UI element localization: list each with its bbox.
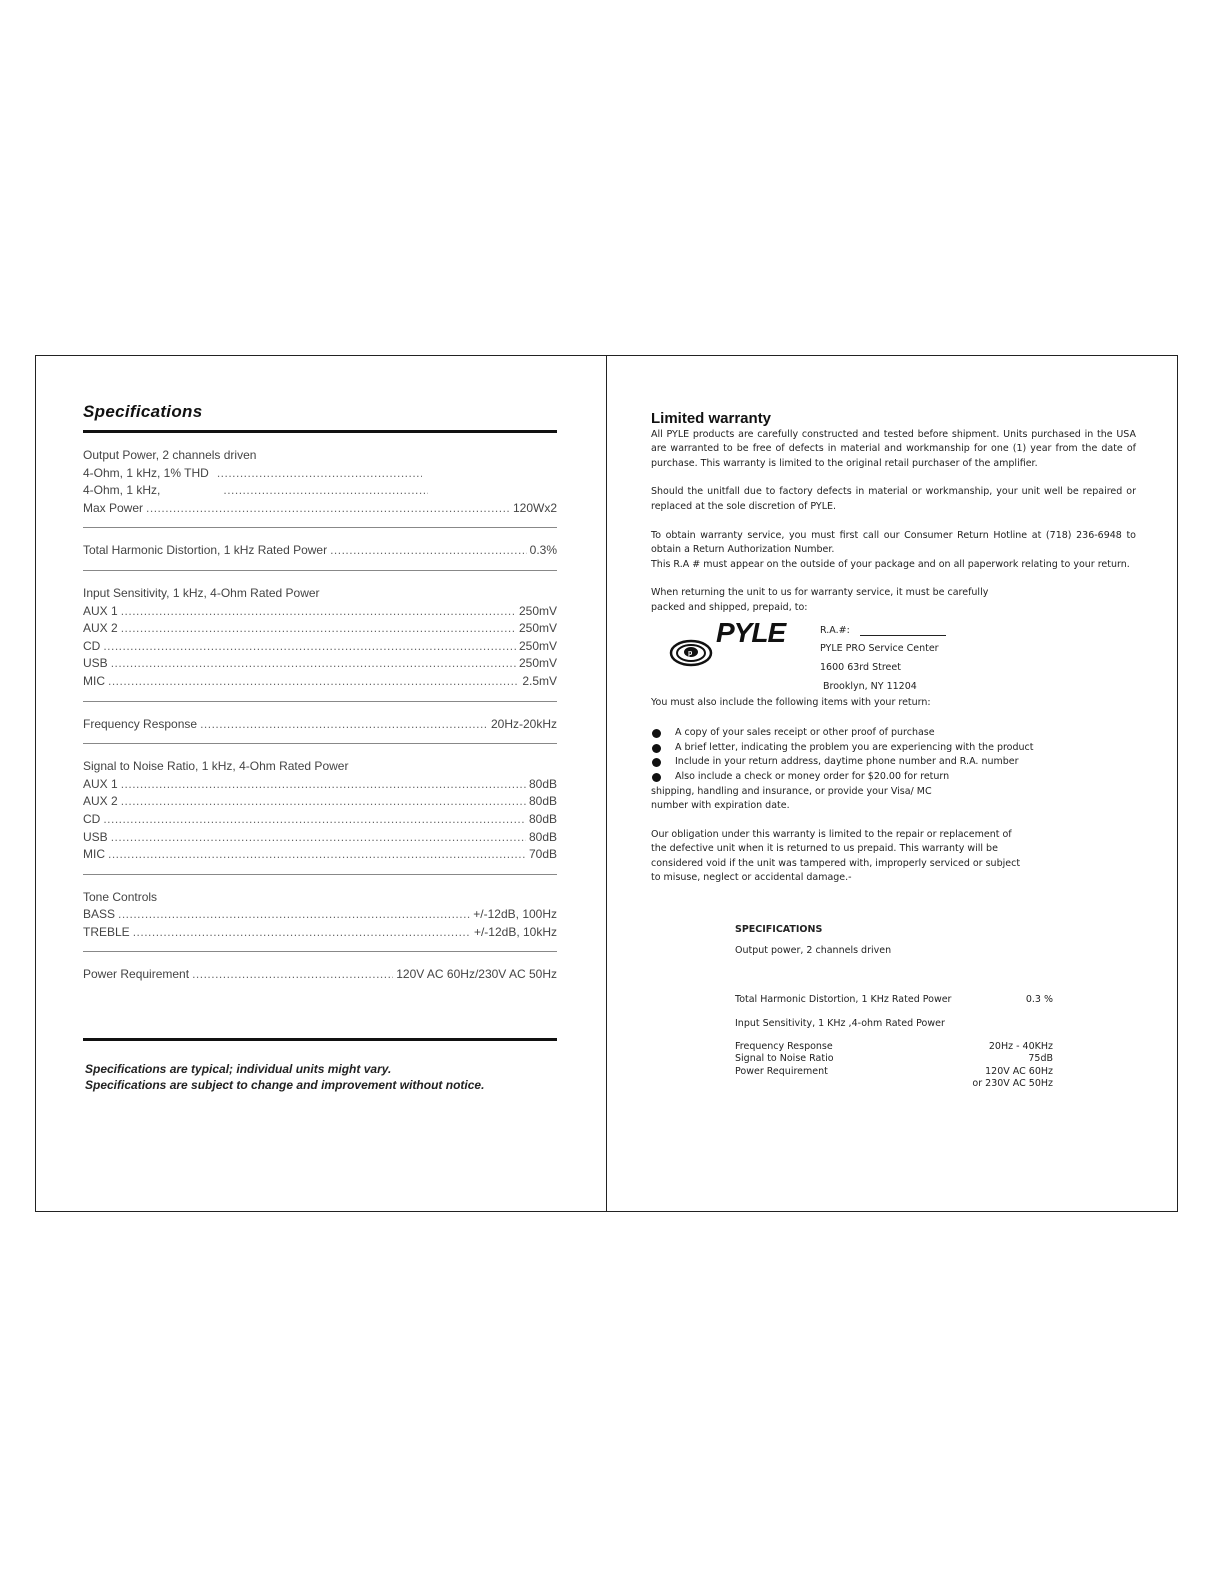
warranty-paragraph: Our obligation under this warranty is limited to the repair or replacement of the defective unit when it is returned to us prepaid. This warranty will be considered void if the unit was tampered with, improperly serviced or subject to misuse, neglect or accidental damage.- (651, 828, 1021, 884)
spec-label: Frequency Response (83, 716, 198, 731)
spec-label: USB (83, 829, 108, 844)
spec-label: 4-Ohm, 1 kHz, 1% THD (83, 465, 209, 480)
snr-heading: Signal to Noise Ratio, 1 kHz, 4-Ohm Rated Power (83, 759, 349, 774)
tone-controls-group (83, 875, 557, 953)
snr-group (83, 744, 557, 875)
left-page (83, 398, 557, 994)
specs-label: Power Requirement (735, 1065, 828, 1077)
leader-dots (200, 716, 488, 734)
page-divider (606, 355, 607, 1212)
spec-label: CD (83, 638, 101, 653)
pyle-logo-text: PYLE (716, 616, 786, 648)
spec-row (83, 482, 557, 500)
ra-label: R.A.#: (820, 624, 850, 636)
spec-row (83, 793, 557, 811)
spec-row (83, 542, 557, 560)
warranty-paragraph: When returning the unit to us for warranty service, it must be carefully packed and shipped, prepaid, to: (651, 587, 989, 613)
spec-value: 120V AC 60Hz/230V AC 50Hz (396, 967, 557, 982)
note-line: Specifications are typical; individual units might vary. (85, 1062, 392, 1076)
spec-row (83, 776, 557, 794)
spec-label: 4-Ohm, 1 kHz, (83, 483, 161, 498)
spec-row (83, 966, 557, 984)
leader-dots (121, 603, 516, 621)
spec-row (83, 924, 557, 942)
spec-value: 250mV (518, 638, 557, 653)
specs-value: 75dB (1028, 1053, 1053, 1065)
leader-dots (108, 673, 519, 691)
specs-row (735, 1041, 1053, 1053)
spec-value: 250mV (518, 656, 557, 671)
spec-value: 70dB (528, 847, 557, 862)
spec-row (83, 906, 557, 924)
leader-dots (118, 906, 470, 924)
leader-dots (121, 793, 526, 811)
warranty-specifications (735, 924, 1053, 1090)
ra-number-line (820, 622, 946, 641)
warranty-paragraph: To obtain warranty service, you must first call our Consumer Return Hotline at (718) 236-6948 to obtain a Return Authorization Number. (651, 529, 1136, 556)
leader-dots (330, 542, 527, 560)
service-address (820, 622, 946, 697)
specs-label: Total Harmonic Distortion, 1 KHz Rated Power (735, 994, 952, 1005)
pyle-swirl-icon (669, 631, 717, 671)
leader-dots (103, 811, 526, 829)
warranty-title: Limited warranty (651, 410, 772, 427)
warranty-paragraph: Should the unitfall due to factory defects in material or workmanship, your unit well be repaired or replaced at the sole discretion of PYLE. (651, 486, 1136, 512)
pyle-logo (669, 616, 809, 673)
warranty-paragraph: This R.A # must appear on the outside of your package and on all paperwork relating to your return. (651, 558, 1130, 570)
spec-row (83, 655, 557, 673)
tone-controls-heading: Tone Controls (83, 889, 158, 904)
spec-value: 0.3% (529, 543, 557, 558)
leader-dots (192, 966, 393, 984)
leader-dots (217, 465, 422, 483)
specs-input-sensitivity: Input Sensitivity, 1 KHz ,4-ohm Rated Power (735, 1018, 945, 1030)
spec-label: AUX 1 (83, 776, 118, 791)
spec-notes (85, 1061, 555, 1093)
list-item: Include in your return address, daytime phone number and R.A. number (651, 755, 1136, 770)
return-address-block (651, 616, 1136, 692)
spec-row (83, 846, 557, 864)
footer-rule (83, 1038, 557, 1041)
address-line: 1600 63rd Street (820, 662, 901, 674)
output-power-group (83, 433, 557, 528)
specs-row (735, 994, 1053, 1006)
specs-row (735, 1066, 1053, 1078)
input-sensitivity-group (83, 571, 557, 702)
spec-value: 20Hz-20kHz (490, 716, 557, 731)
spec-label: Max Power (83, 500, 144, 515)
spec-row (83, 465, 557, 483)
warranty-paragraph: You must also include the following items with your return: (651, 696, 931, 708)
list-item: A brief letter, indicating the problem you are experiencing with the product (651, 741, 1136, 756)
spec-label: AUX 2 (83, 621, 118, 636)
leader-dots (111, 829, 526, 847)
leader-dots (133, 924, 471, 942)
specs-label: Signal to Noise Ratio (735, 1053, 834, 1065)
spec-row (83, 716, 557, 734)
address-line: PYLE PRO Service Center (820, 643, 939, 655)
leader-dots (146, 500, 510, 518)
list-item: A copy of your sales receipt or other proof of purchase (651, 726, 1136, 741)
specs-output-power: Output power, 2 channels driven (735, 945, 892, 956)
spec-row (83, 638, 557, 656)
specs-value: 0.3 % (1025, 994, 1053, 1005)
specs-heading: SPECIFICATIONS (735, 924, 823, 935)
spec-value: +/-12dB, 10kHz (473, 924, 557, 939)
spec-value: 80dB (528, 776, 557, 791)
spec-label: MIC (83, 847, 105, 862)
thd-group (83, 528, 557, 571)
spec-value: 120Wx2 (512, 500, 557, 515)
right-page (651, 410, 1136, 900)
spec-label: Total Harmonic Distortion, 1 kHz Rated Power (83, 543, 328, 558)
ra-blank (860, 625, 946, 636)
list-item-continuation: shipping, handling and insurance, or provide your Visa/ MC (651, 785, 932, 797)
spec-value: 80dB (528, 811, 557, 826)
input-sensitivity-heading: Input Sensitivity, 1 kHz, 4-Ohm Rated Power (83, 585, 320, 600)
address-line: Brooklyn, NY 11204 (823, 680, 917, 692)
note-line: Specifications are subject to change and improvement without notice. (85, 1078, 485, 1092)
spec-value: +/-12dB, 100Hz (473, 907, 557, 922)
specifications-title: Specifications (83, 402, 203, 421)
spec-value: 250mV (518, 603, 557, 618)
spec-row (83, 811, 557, 829)
spec-label: CD (83, 811, 101, 826)
spec-value: 250mV (518, 621, 557, 636)
specs-label: Frequency Response (735, 1041, 833, 1053)
specs-value: 120V AC 60Hz (985, 1065, 1053, 1077)
spec-label: AUX 1 (83, 603, 118, 618)
warranty-paragraph: All PYLE products are carefully constructed and tested before shipment. Units purchased in the USA are warranted to be free of defects in material and workmanship for one (1) year from the date of purchase. This warranty is limited to the original retail purchaser of the amplifier. (651, 428, 1136, 469)
power-requirement-group (83, 952, 557, 994)
leader-dots (121, 776, 526, 794)
output-power-heading: Output Power, 2 channels driven (83, 448, 257, 462)
spec-label: USB (83, 656, 108, 671)
spec-row (83, 829, 557, 847)
return-items-list (651, 726, 1136, 814)
list-item: Also include a check or money order for $20.00 for return (651, 770, 1136, 785)
spec-value: 80dB (528, 829, 557, 844)
leader-dots (108, 846, 526, 864)
spec-label: BASS (83, 907, 116, 922)
spec-value: 80dB (528, 794, 557, 809)
spec-row (83, 620, 557, 638)
list-item-continuation: number with expiration date. (651, 800, 790, 812)
leader-dots (103, 638, 516, 656)
spec-label: Power Requirement (83, 967, 190, 982)
specs-value: or 230V AC 50Hz (972, 1077, 1053, 1089)
leader-dots (111, 655, 516, 673)
specs-value: 20Hz - 40KHz (988, 1041, 1053, 1053)
frequency-response-group (83, 702, 557, 745)
spec-label: TREBLE (83, 924, 130, 939)
leader-dots (121, 620, 516, 638)
spec-label: MIC (83, 673, 105, 688)
spec-value: 2.5mV (522, 673, 557, 688)
leader-dots (223, 482, 428, 500)
spec-label: AUX 2 (83, 794, 118, 809)
specs-row (735, 1053, 1053, 1065)
spec-row (83, 500, 557, 518)
svg-text:p: p (688, 649, 693, 657)
spec-row (83, 603, 557, 621)
specs-row (735, 1078, 1053, 1090)
spec-row (83, 673, 557, 691)
